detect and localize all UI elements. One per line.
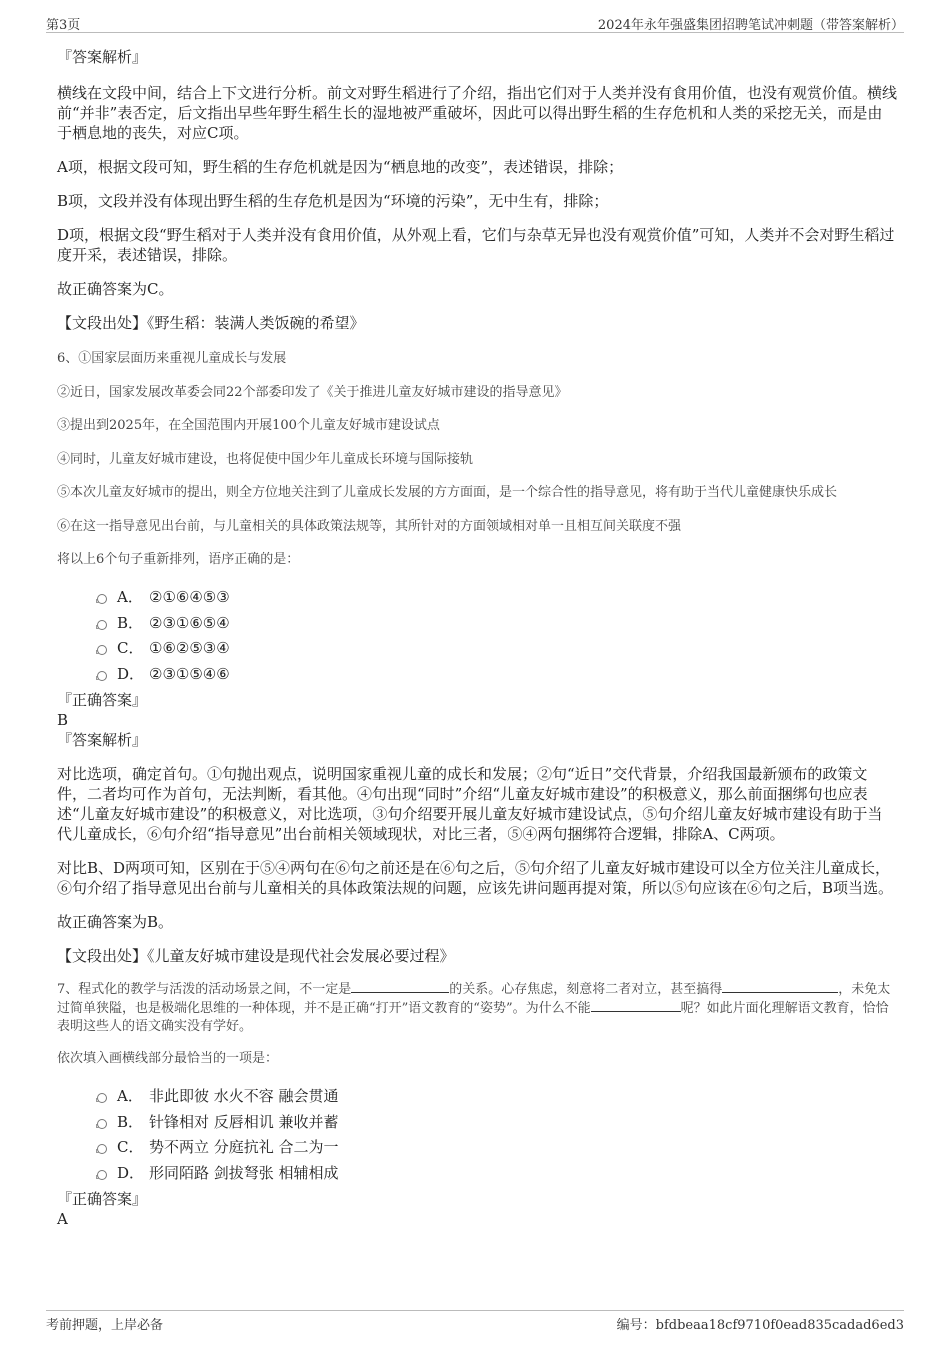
option-a[interactable]: A． ②①⑥④⑤③ (57, 587, 897, 613)
question-prompt: 依次填入画横线部分最恰当的一项是： (57, 1051, 279, 1066)
radio-icon[interactable] (97, 671, 107, 681)
option-text: ①⑥②⑤③④ (149, 639, 230, 657)
footer-slogan: 考前押题，上岸必备 (46, 1318, 164, 1333)
page-number: 第3页 (46, 18, 81, 33)
analysis-paragraph: 对比B、D两项可知，区别在于⑤④两句在⑥句之前还是在⑥句之后，⑤句介绍了儿童友好城市建设可以全方位关注儿童成长，⑥句介绍了指导意见出台前与儿童相关的具体政策法规的问题，应该先讲问题再提对策，所以⑤句应该在⑥句之后，B项当选。 (57, 859, 894, 897)
option-text: ②③①⑤④⑥ (149, 664, 230, 683)
sentence-4: ④同时，儿童友好城市建设，也将促使中国少年儿童成长环境与国际接轨 (57, 452, 474, 467)
option-text: 非此即彼 水火不容 融会贯通 (149, 1087, 339, 1105)
radio-icon[interactable] (97, 1119, 107, 1129)
source-citation: 【文段出处】《野生稻：装满人类饭碗的希望》 (57, 314, 365, 332)
question-stem: 7、程式化的教学与活泼的活动场景之间，不一定是 的关系。心存焦虑，刻意将二者对立，甚至搞得 ，未免太过简单狭隘，也是极端化思维的一种体现，并不是正确“打开”语文教育的“姿势”。为什么不能 呢？如此片面化理解语文教育，恰恰表明这些人的语文确实没有学好。 (57, 982, 891, 1034)
radio-icon[interactable] (97, 645, 107, 655)
option-list (57, 587, 897, 689)
page-header (46, 12, 904, 33)
document-title: 2024年永年强盛集团招聘笔试冲刺题（带答案解析） (597, 18, 904, 33)
radio-icon[interactable] (97, 1144, 107, 1154)
source-citation: 【文段出处】《儿童友好城市建设是现代社会发展必要过程》 (57, 947, 455, 965)
sentence-1: 6、①国家层面历来重视儿童成长与发展 (57, 351, 287, 366)
analysis-label: 『答案解析』 (57, 731, 148, 749)
analysis-paragraph: 对比选项，确定首句。①句抛出观点，说明国家重视儿童的成长和发展；②句“近日”交代背景，介绍我国最新颁布的政策文件，二者均可作为首句，无法判断，看其他。④句出现“同时”介绍“儿童友好城市建设”的积极意义，那么前面捆绑句也应表述“儿童友好城市建设”的积极意义，对比选项，③句介绍要开展儿童友好城市建设试点，⑤句介绍儿童友好城市建设有助于当代儿童成长，⑥句介绍“指导意见”出台前相关领域现状，对比三者，⑤④两句捆绑符合逻辑，排除A、C两项。 (57, 765, 883, 843)
answer-value: B (57, 711, 69, 729)
option-b[interactable]: B． ②③①⑥⑤④ (57, 613, 897, 639)
fill-blank (722, 980, 838, 993)
answer-label: 『正确答案』 (57, 691, 148, 709)
answer-value: A (57, 1210, 68, 1228)
analysis-paragraph: 横线在文段中间，结合上下文进行分析。前文对野生稻进行了介绍，指出它们对于人类并没有食用价值，也没有观赏价值。横线前“并非”表否定，后文指出早些年野生稻生长的湿地被严重破坏，因此可以得出野生稻的生存危机和人类的采挖无关，而是由于栖息地的丧失，对应C项。 (57, 84, 898, 142)
option-text: ②③①⑥⑤④ (149, 613, 230, 632)
option-text: 形同陌路 剑拔弩张 相辅相成 (149, 1163, 339, 1182)
document-id: 编号：bfdbeaa18cf9710f0ead835cadad6ed3 (616, 1318, 904, 1333)
option-list (57, 1086, 897, 1188)
option-b[interactable]: B． 针锋相对 反唇相讥 兼收并蓄 (57, 1112, 897, 1138)
option-text: ②①⑥④⑤③ (149, 588, 230, 606)
conclusion: 故正确答案为C。 (57, 280, 174, 298)
option-d[interactable]: D． ②③①⑤④⑥ (57, 664, 897, 690)
question-prompt: 将以上6个句子重新排列，语序正确的是： (57, 552, 300, 567)
option-c[interactable]: C． 势不两立 分庭抗礼 合二为一 (57, 1137, 897, 1163)
fill-blank (591, 999, 681, 1012)
option-c[interactable]: C． ①⑥②⑤③④ (57, 638, 897, 664)
answer-label: 『正确答案』 (57, 1190, 148, 1208)
option-text: 针锋相对 反唇相讥 兼收并蓄 (149, 1112, 339, 1131)
question-6 (57, 350, 897, 966)
option-a[interactable]: A． 非此即彼 水火不容 融会贯通 (57, 1086, 897, 1112)
sentence-6: ⑥在这一指导意见出台前，与儿童相关的具体政策法规等，其所针对的方面领域相对单一且相互间关联度不强 (57, 519, 682, 534)
radio-icon[interactable] (97, 1093, 107, 1103)
analysis-option-d: D项，根据文段“野生稻对于人类并没有食用价值，从外观上看，它们与杂草无异也没有观赏价值”可知，人类并不会对野生稻过度开采，表述错误，排除。 (57, 226, 895, 264)
conclusion: 故正确答案为B。 (57, 913, 174, 931)
sentence-2: ②近日，国家发展改革委会同22个部委印发了《关于推进儿童友好城市建设的指导意见》 (57, 385, 568, 400)
option-text: 势不两立 分庭抗礼 合二为一 (149, 1138, 339, 1156)
fill-blank (351, 980, 449, 993)
sentence-5: ⑤本次儿童友好城市的提出，则全方位地关注到了儿童成长发展的方方面面，是一个综合性的指导意见，将有助于当代儿童健康快乐成长 (57, 485, 838, 500)
page-content (57, 45, 897, 1229)
radio-icon[interactable] (97, 1170, 107, 1180)
radio-icon[interactable] (97, 620, 107, 630)
sentence-3: ③提出到2025年，在全国范围内开展100个儿童友好城市建设试点 (57, 418, 440, 433)
option-d[interactable]: D． 形同陌路 剑拔弩张 相辅相成 (57, 1163, 897, 1189)
analysis-option-b: B项，文段并没有体现出野生稻的生存危机是因为“环境的污染”，无中生有，排除； (57, 192, 609, 210)
question-7 (57, 980, 897, 1229)
analysis-label: 『答案解析』 (57, 48, 148, 66)
analysis-option-a: A项，根据文段可知，野生稻的生存危机就是因为“栖息地的改变”，表述错误，排除； (57, 158, 624, 176)
page-footer (46, 1310, 904, 1335)
radio-icon[interactable] (97, 594, 107, 604)
